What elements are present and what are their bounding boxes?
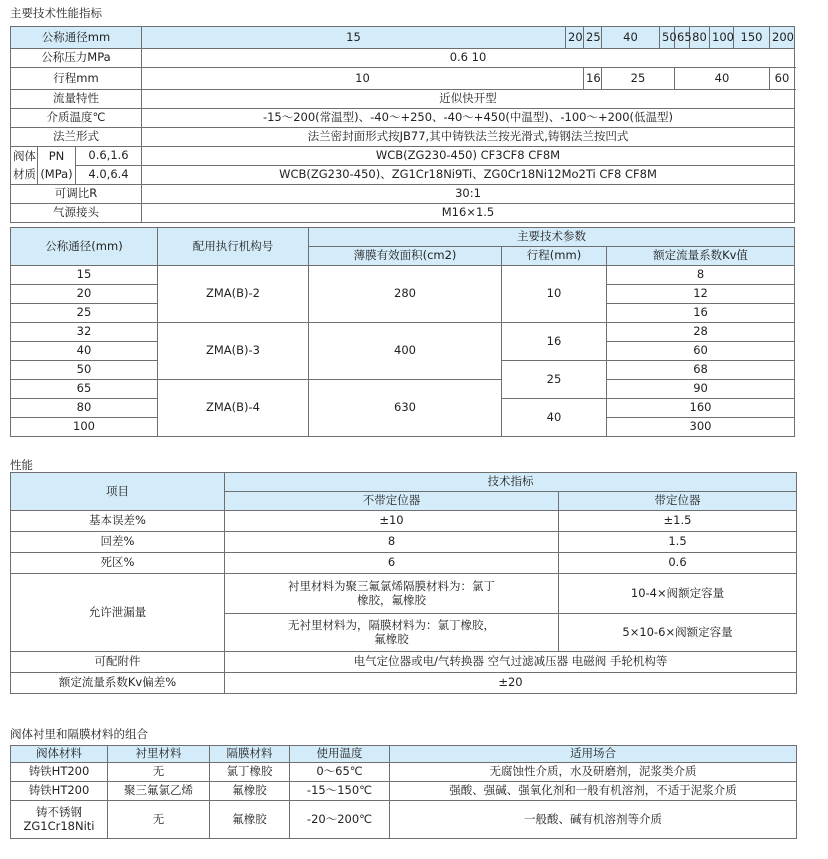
dn-15: 15 xyxy=(142,27,566,49)
diaphragm-material: 氟橡胶 xyxy=(210,782,290,801)
dn-40: 40 xyxy=(602,27,660,49)
kv-cell: 90 xyxy=(607,380,795,399)
dn-cell: 65 xyxy=(11,380,158,399)
dn-cell: 15 xyxy=(11,266,158,285)
header-with-positioner: 带定位器 xyxy=(559,492,797,511)
stroke-60: 60 xyxy=(770,68,795,90)
kv-cell: 160 xyxy=(607,399,795,418)
perf-row-with-pos: 0.6 xyxy=(559,553,797,574)
body-material: 铸不锈钢 ZG1Cr18Niti xyxy=(11,801,108,839)
perf-row-no-pos: ±10 xyxy=(225,511,559,532)
dn-25: 25 xyxy=(584,27,602,49)
kv-cell: 60 xyxy=(607,342,795,361)
header-lining-material: 衬里材料 xyxy=(108,746,210,763)
actuator-cell: ZMA(B)-2 xyxy=(158,266,309,323)
dn-20: 20 xyxy=(566,27,584,49)
leakage-lined-value: 10-4×阀额定容量 xyxy=(559,574,797,614)
pn-value: 0.6 10 xyxy=(142,49,795,68)
kv-cell: 8 xyxy=(607,266,795,285)
pn-sub-label-1: PN xyxy=(38,147,76,166)
stroke-10: 10 xyxy=(142,68,584,90)
accessories-value: 电气定位器或电/气转换器 空气过滤减压器 电磁阀 手轮机构等 xyxy=(225,652,797,673)
flow-value: 近似快开型 xyxy=(142,90,795,109)
leakage-label: 允许泄漏量 xyxy=(11,574,225,652)
application: 一般酸、碱有机溶剂等介质 xyxy=(390,801,797,839)
air-label: 气源接头 xyxy=(11,204,142,223)
dn-80: 80 xyxy=(690,27,710,49)
perf-row-no-pos: 6 xyxy=(225,553,559,574)
dn-cell: 100 xyxy=(11,418,158,437)
stroke-16: 16 xyxy=(584,68,602,90)
area-cell: 630 xyxy=(309,380,502,437)
area-cell: 400 xyxy=(309,323,502,380)
lining-material: 无 xyxy=(108,763,210,782)
leakage-lined-condition: 衬里材料为聚三氟氯烯隔膜材料为：氯丁橡胶，氟橡胶 xyxy=(225,574,559,614)
perf-row-with-pos: ±1.5 xyxy=(559,511,797,532)
body-material: 铸铁HT200 xyxy=(11,782,108,801)
section-title-materials: 阀体衬里和隔膜材料的组合 xyxy=(10,727,148,741)
header-stroke: 行程(mm) xyxy=(502,247,607,266)
body-material: 铸铁HT200 xyxy=(11,763,108,782)
flow-label: 流量特性 xyxy=(11,90,142,109)
kv-deviation-label: 额定流量系数Kv偏差% xyxy=(11,673,225,694)
stroke-cell: 25 xyxy=(502,361,607,399)
stroke-cell: 16 xyxy=(502,323,607,361)
header-area: 薄膜有效面积(cm2) xyxy=(309,247,502,266)
dn-65: 65 xyxy=(675,27,690,49)
temperature: -20～200℃ xyxy=(290,801,390,839)
diaphragm-material: 氯丁橡胶 xyxy=(210,763,290,782)
dn-label: 公称通径mm xyxy=(11,27,142,49)
performance-table xyxy=(10,472,797,694)
header-tech: 技术指标 xyxy=(225,473,797,492)
perf-row-label: 回差% xyxy=(11,532,225,553)
header-kv: 额定流量系数Kv值 xyxy=(607,247,795,266)
kv-cell: 16 xyxy=(607,304,795,323)
stroke-cell: 10 xyxy=(502,266,607,323)
lining-material: 聚三氟氯乙烯 xyxy=(108,782,210,801)
main-specs-table xyxy=(10,26,795,223)
area-cell: 280 xyxy=(309,266,502,323)
lining-material: 无 xyxy=(108,801,210,839)
dn-cell: 50 xyxy=(11,361,158,380)
temperature: 0～65℃ xyxy=(290,763,390,782)
dn-150: 150 xyxy=(734,27,770,49)
pn-label: 公称压力MPa xyxy=(11,49,142,68)
temp-label: 介质温度℃ xyxy=(11,109,142,128)
header-application: 适用场合 xyxy=(390,746,797,763)
perf-row-no-pos: 8 xyxy=(225,532,559,553)
accessories-label: 可配附件 xyxy=(11,652,225,673)
leakage-unlined-value: 5×10-6×阀额定容量 xyxy=(559,614,797,652)
flange-label: 法兰形式 xyxy=(11,128,142,147)
ratio-value: 30:1 xyxy=(142,185,795,204)
header-item: 项目 xyxy=(11,473,225,511)
perf-row-label: 基本误差% xyxy=(11,511,225,532)
pn-row1-value: WCB(ZG230-450) CF3CF8 CF8M xyxy=(142,147,795,166)
actuator-table xyxy=(10,227,795,437)
kv-cell: 68 xyxy=(607,361,795,380)
header-dn: 公称通径(mm) xyxy=(11,228,158,266)
header-diaphragm-material: 隔膜材料 xyxy=(210,746,290,763)
actuator-cell: ZMA(B)-4 xyxy=(158,380,309,437)
stroke-cell: 40 xyxy=(502,399,607,437)
section-title-main-specs: 主要技术性能指标 xyxy=(10,6,102,20)
header-actuator: 配用执行机构号 xyxy=(158,228,309,266)
pn-row2-value: WCB(ZG230-450)、ZG1Cr18Ni9Ti、ZG0Cr18Ni12Mo2Ti CF8 CF8M xyxy=(142,166,795,185)
dn-100: 100 xyxy=(710,27,734,49)
stroke-label: 行程mm xyxy=(11,68,142,90)
diaphragm-material: 氟橡胶 xyxy=(210,801,290,839)
perf-row-label: 死区% xyxy=(11,553,225,574)
pn-row1: 0.6,1.6 xyxy=(76,147,142,166)
leakage-unlined-condition: 无衬里材料为，隔膜材料为：氯丁橡胶，氟橡胶 xyxy=(225,614,559,652)
header-main-params: 主要技术参数 xyxy=(309,228,795,247)
section-title-performance: 性能 xyxy=(10,458,33,472)
body-material-label-2: 材质 xyxy=(11,166,38,185)
dn-cell: 80 xyxy=(11,399,158,418)
air-value: M16×1.5 xyxy=(142,204,795,223)
kv-cell: 300 xyxy=(607,418,795,437)
temp-value: -15～200(常温型)、-40～+250、-40～+450(中温型)、-100～+200(低温型) xyxy=(142,109,795,128)
pn-sub-label-2: (MPa) xyxy=(38,166,76,185)
kv-deviation-value: ±20 xyxy=(225,673,797,694)
stroke-25: 25 xyxy=(602,68,675,90)
pn-row2: 4.0,6.4 xyxy=(76,166,142,185)
actuator-cell: ZMA(B)-3 xyxy=(158,323,309,380)
dn-cell: 40 xyxy=(11,342,158,361)
temperature: -15～150℃ xyxy=(290,782,390,801)
dn-cell: 20 xyxy=(11,285,158,304)
kv-cell: 12 xyxy=(607,285,795,304)
header-body-material: 阀体材料 xyxy=(11,746,108,763)
header-no-positioner: 不带定位器 xyxy=(225,492,559,511)
perf-row-with-pos: 1.5 xyxy=(559,532,797,553)
dn-200: 200 xyxy=(770,27,795,49)
application: 强酸、强碱、强氧化剂和一般有机溶剂，不适于泥浆介质 xyxy=(390,782,797,801)
kv-cell: 28 xyxy=(607,323,795,342)
dn-cell: 25 xyxy=(11,304,158,323)
dn-cell: 32 xyxy=(11,323,158,342)
dn-50: 50 xyxy=(660,27,675,49)
flange-value: 法兰密封面形式按JB77,其中铸铁法兰按光滑式,铸钢法兰按凹式 xyxy=(142,128,795,147)
application: 无腐蚀性介质，水及研磨剂，泥浆类介质 xyxy=(390,763,797,782)
body-material-label-1: 阀体 xyxy=(11,147,38,166)
ratio-label: 可调比R xyxy=(11,185,142,204)
header-temperature: 使用温度 xyxy=(290,746,390,763)
materials-table xyxy=(10,745,797,839)
stroke-40: 40 xyxy=(675,68,770,90)
